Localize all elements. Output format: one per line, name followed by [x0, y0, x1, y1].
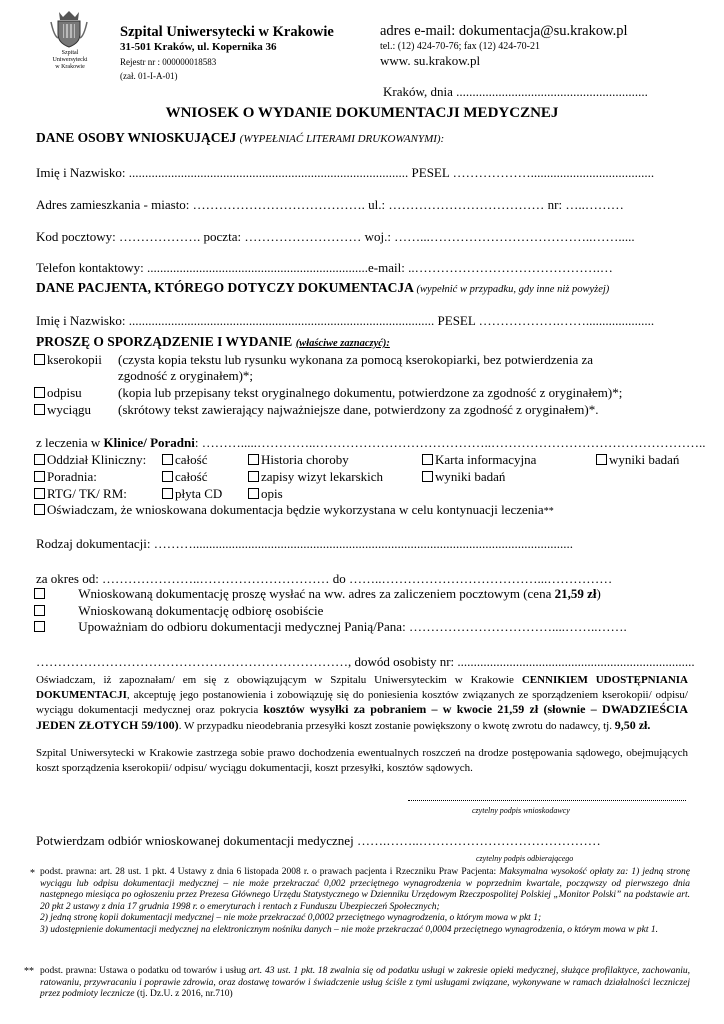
decl-text: . W przypadku nieodebrania przesyłki koszt zostanie powiększony o kwotę zwrotu do nadawcy, tj.	[178, 719, 615, 732]
oddzial-calosc[interactable]	[162, 452, 207, 468]
phone-fax: tel.: (12) 424-70-76; fax (12) 424-70-21	[380, 41, 540, 52]
decl-text: Oświadczam, iż zapoznałam/ em się z obowiązującym w Szpitalu Uniwersyteckim w Krakowie	[36, 674, 522, 686]
hospital-address: 31-501 Kraków, ul. Kopernika 36	[120, 41, 277, 53]
delivery-personal-checkbox[interactable]	[34, 605, 45, 616]
email-address: adres e-mail: dokumentacja@su.krakow.pl	[380, 23, 628, 39]
footnote-2-mark: **	[24, 966, 34, 977]
applicant-signature-line[interactable]	[408, 800, 686, 801]
rtg-label: RTG/ TK/ RM:	[47, 486, 127, 501]
option-kserokopii-description	[118, 352, 690, 368]
continuation-declaration[interactable]	[34, 502, 554, 518]
option-label: kserokopii	[47, 352, 102, 367]
attachment-code: (zał. 01-I-A-01)	[120, 71, 178, 81]
patient-heading-note: (wypełnić w przypadku, gdy inne niż powyżej)	[416, 284, 610, 295]
patient-heading: DANE PACJENTA, KTÓREGO DOTYCZY DOKUMENTACJA	[36, 280, 414, 295]
wyniki1-checkbox[interactable]	[596, 454, 607, 465]
wyciagu-checkbox[interactable]	[34, 404, 45, 415]
hospital-name: Szpital Uniwersytecki w Krakowie	[120, 24, 334, 40]
poradnia[interactable]	[34, 469, 97, 485]
karta-informacyjna[interactable]	[422, 452, 536, 468]
patient-name-pesel-field[interactable]: Imię i Nazwisko: .............................................................................................. PESEL ……………….…….....................	[36, 313, 655, 328]
option-description: (czysta kopia tekstu lub rysunku wykonana za pomocą kserokopiarki, bez potwierdzenia za	[118, 352, 594, 367]
plyta-cd[interactable]	[162, 486, 222, 502]
wyniki-badan-2[interactable]	[422, 469, 505, 485]
calosc-label: całość	[175, 469, 208, 484]
footnote-text: (tj. Dz.U. z 2016, nr.710)	[134, 989, 233, 999]
period-field[interactable]: za okres od: …………………..………………………… do ……..………………………………...……………	[36, 571, 613, 586]
footnote-1	[40, 867, 690, 936]
continuation-checkbox[interactable]	[34, 504, 45, 515]
applicant-name-pesel-field[interactable]: Imię i Nazwisko: ...................................................................................... PESEL ………………......................................	[36, 165, 655, 180]
applicant-heading: DANE OSOBY WNIOSKUJĄCEJ	[36, 130, 237, 145]
decl-bold: 9,50 zł.	[614, 717, 651, 732]
authorized-person-id-field[interactable]: ………………………………………………………………, dowód osobisty nr: .........................................................................	[36, 654, 695, 669]
footnote-italic: art. 43 ust. 1 pkt. 18 zwalnia się od podatku usługi w zakresie opieki medycznej, służące profilaktyce, zachowaniu, ratowaniu, przywracaniu i poprawie zdrowia, oraz dostawę towarów i świadczenie usług ściśle z tymi usługami związane, wykonywane w ramach działalności leczniczej przez podmioty lecznicze	[40, 966, 690, 999]
delivery-personal-label: Wnioskowaną dokumentację odbiorę osobiście	[78, 603, 324, 618]
delivery-personal-option[interactable]	[34, 603, 323, 619]
treatment-prefix: z leczenia w	[36, 435, 104, 450]
oddzial-calosc-checkbox[interactable]	[162, 454, 173, 465]
historia-checkbox[interactable]	[248, 454, 259, 465]
continuation-label: Oświadczam, że wnioskowana dokumentacja będzie wykorzystana w celu kontynuacji leczenia	[47, 502, 544, 517]
delivery-authorized-label: Upoważniam do odbioru dokumentacji medycznej Panią/Pana: ……………………………....……..…….	[78, 619, 627, 634]
receipt-confirmation-field[interactable]: Potwierdzam odbiór wnioskowanej dokumentacji medycznej …….……..……………………………………	[36, 833, 601, 848]
patient-section	[36, 280, 609, 296]
zapisy-label: zapisy wizyt lekarskich	[261, 469, 384, 484]
historia-choroby[interactable]	[248, 452, 349, 468]
option-wyciagu-description: (skrótowy tekst zawierający najważniejsze dane, potwierdzony za zgodność z oryginałem)*.	[118, 402, 599, 417]
treatment-bold: Klinice/ Poradni	[103, 435, 195, 450]
delivery-post-end: )	[596, 586, 601, 601]
wyniki2-checkbox[interactable]	[422, 471, 433, 482]
receiver-signature-caption: czytelny podpis odbierającego	[476, 854, 574, 863]
treatment-clinic-field[interactable]	[36, 435, 705, 451]
logo-caption-line: w Krakowie	[55, 64, 85, 70]
decl-bold: CENNIKIEM UDOSTĘPNIANIA DOKUMENTACJI	[36, 674, 689, 701]
delivery-price: 21,59 zł	[554, 586, 597, 601]
request-section	[36, 334, 390, 350]
form-title: WNIOSEK O WYDANIE DOKUMENTACJI MEDYCZNEJ	[165, 105, 559, 121]
website: www. su.krakow.pl	[380, 53, 481, 68]
treatment-dots: : ……….....…………..…………………………………..…………………………………………..	[194, 435, 706, 450]
option-wyciagu[interactable]	[34, 402, 91, 418]
request-heading: PROSZĘ O SPORZĄDZENIE I WYDANIE	[36, 334, 293, 349]
odpisu-checkbox[interactable]	[34, 387, 45, 398]
logo-caption	[44, 50, 96, 71]
historia-label: Historia choroby	[261, 452, 349, 467]
footnote-italic: 2) jedną stronę kopii dokumentacji medycznej – nie może przekraczać 0,0002 przeciętnego wynagrodzenia, o którym mowa w pkt 1;	[40, 913, 542, 923]
poradnia-calosc[interactable]	[162, 469, 207, 485]
registry-number: Rejestr nr : 000000018583	[120, 57, 217, 67]
opis-checkbox[interactable]	[248, 488, 259, 499]
oddzial-kliniczny[interactable]	[34, 452, 146, 468]
delivery-post-option[interactable]	[34, 586, 601, 602]
documentation-type-field[interactable]: Rodzaj dokumentacji: ……….....................................................................................................................	[36, 536, 573, 551]
footnote-text: podst. prawna: art. 28 ust. 1 pkt. 4 Ustawy z dnia 6 listopada 2008 r. o prawach pacjenta i Rzeczniku Praw Pacjenta:	[40, 867, 500, 877]
wyniki-badan-1[interactable]	[596, 452, 679, 468]
zapisy-wizyt[interactable]	[248, 469, 383, 485]
footnote-1-mark: *	[30, 868, 35, 879]
kserokopii-checkbox[interactable]	[34, 354, 45, 365]
delivery-authorized-option[interactable]	[34, 619, 627, 635]
zapisy-checkbox[interactable]	[248, 471, 259, 482]
option-label: wyciągu	[47, 402, 92, 417]
cost-declaration	[36, 673, 688, 733]
decl-bold: kosztów wysyłki za pobraniem – w kwocie 21,59 zł (słownie – DWADZIEŚCIA JEDEN ZŁOTYCH 59/100)	[36, 702, 688, 732]
wyniki-label: wyniki badań	[609, 452, 680, 467]
delivery-post-checkbox[interactable]	[34, 588, 45, 599]
footnote-2	[40, 966, 690, 1001]
applicant-section	[36, 130, 444, 146]
opis[interactable]	[248, 486, 283, 502]
karta-label: Karta informacyjna	[435, 452, 537, 467]
oddzial-checkbox[interactable]	[34, 454, 45, 465]
poradnia-calosc-checkbox[interactable]	[162, 471, 173, 482]
applicant-postal-field[interactable]: Kod pocztowy: ………………. poczta: ……………………… woj.: ……...………………………………..…….....	[36, 229, 635, 244]
request-heading-note: (właściwe zaznaczyć):	[295, 338, 390, 349]
applicant-phone-email-field[interactable]: Telefon kontaktowy: ....................................................................e-mail: ..…………………………………….…	[36, 260, 613, 275]
plyta-checkbox[interactable]	[162, 488, 173, 499]
poradnia-label: Poradnia:	[47, 469, 97, 484]
applicant-address-field[interactable]: Adres zamieszkania - miasto: …………………………………. ul.: ……………………………… nr: …..………	[36, 197, 624, 212]
option-odpisu-description: (kopia lub przepisany tekst oryginalnego dokumentu, potwierdzone za zgodność z oryginałem)*;	[118, 385, 623, 400]
date-field[interactable]: Kraków, dnia ...........................................................	[383, 84, 648, 99]
delivery-post-label: Wnioskowaną dokumentację proszę wysłać na ww. adres za zaliczeniem pocztowym (cena	[78, 586, 555, 601]
footnote-italic: Maksymalna wysokość opłaty za: 1) jedną stronę wyciągu lub odpisu dokumentacji medycznej – nie może przekraczać 0,002 przeciętnego wynagrodzenia w poprzednim kwartale, począwszy od pierwszego dnia następnego miesiąca po ogłoszeniu przez Prezesa Głównego Urzędu Statystycznego w Dzienniku Urzędowym Rzeczpospolitej Polskiej „Monitor Polski” na podstawie art. 20 pkt 2 ustawy z dnia 17 grudnia 1998 r. o emeryturach i rentach z Funduszu Ubezpieczeń Społecznych;	[40, 867, 690, 912]
footnote-text: podst. prawna: Ustawa o podatku od towarów i usług	[40, 966, 249, 976]
claims-reservation: Szpital Uniwersytecki w Krakowie zastrzega sobie prawo dochodzenia ewentualnych roszczeń na drodze postępowania sądowego, obejmujących koszt sporządzenia kserokopii/ odpisu/ wyciągu dokumentacji, koszt przesyłki, kosztów sądowych.	[36, 747, 688, 774]
oddzial-label: Oddział Kliniczny:	[47, 452, 147, 467]
logo-caption-line: Uniwersytecki	[52, 57, 88, 63]
applicant-signature-caption: czytelny podpis wnioskodawcy	[472, 806, 570, 815]
calosc-label: całość	[175, 452, 208, 467]
applicant-heading-note: (WYPEŁNIAĆ LITERAMI DRUKOWANYMI):	[239, 133, 445, 145]
wyniki-label: wyniki badań	[435, 469, 506, 484]
opis-label: opis	[261, 486, 283, 501]
decl-text: , akceptuję jego postanowienia i zobowiązuję się do poniesienia kosztów związanych ze sporządzeniem kserokopii/ odpisu/ wyciągu dokumentacji medycznej oraz pokrycia	[36, 688, 688, 716]
plyta-label: płyta CD	[175, 486, 223, 501]
footnote-italic: 3) udostępnienie dokumentacji medycznej na elektronicznym nośniku danych – nie może przekraczać 0,0004 przeciętnego wynagrodzenia, o którym mowa w pkt 1.	[40, 924, 658, 935]
option-odpisu[interactable]	[34, 385, 82, 401]
rtg-checkbox[interactable]	[34, 488, 45, 499]
karta-checkbox[interactable]	[422, 454, 433, 465]
poradnia-checkbox[interactable]	[34, 471, 45, 482]
footnote-mark: **	[543, 506, 554, 517]
rtg-tk-rm[interactable]	[34, 486, 127, 502]
delivery-authorized-checkbox[interactable]	[34, 621, 45, 632]
option-kserokopii-description-cont: zgodność z oryginałem)*;	[118, 368, 254, 383]
option-label: odpisu	[47, 385, 82, 400]
logo-caption-line: Szpital	[61, 50, 79, 56]
option-kserokopii[interactable]	[34, 352, 102, 368]
